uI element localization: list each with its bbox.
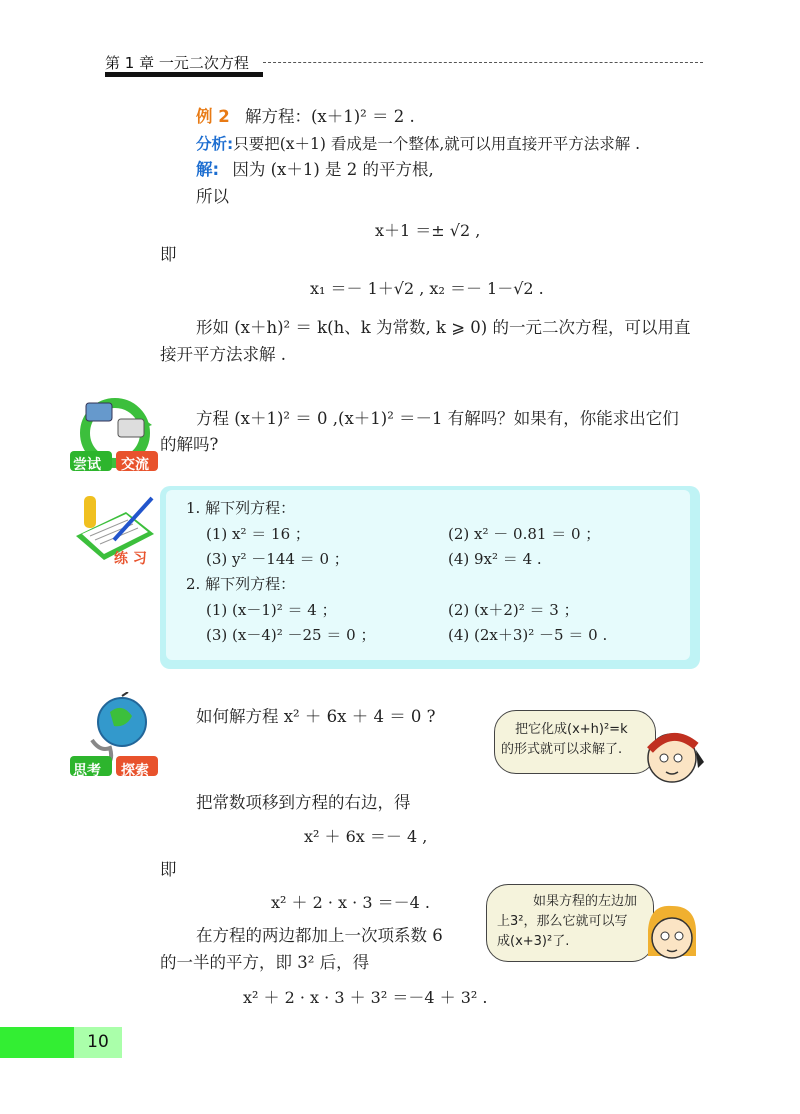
practice-q2-item: (1) (x－1)² ＝ 4 ； [206,601,337,619]
header-dashed-rule [263,62,703,63]
solution-text: 因为 (x＋1) 是 2 的平方根, [232,160,434,179]
practice-q1-item: (2) x² － 0.81 ＝ 0 ； [448,525,601,543]
ji-label-1: 即 [160,245,177,264]
try-question-line1: 方程 (x＋1)² ＝ 0 ,(x＋1)² ＝－1 有解吗？如果有，你能求出它们 [196,409,679,428]
solution-line [196,157,434,183]
explore-step2-line2: 的一半的平方，即 3² 后，得 [160,953,370,972]
exchange-label: 交流 [121,457,149,473]
example-problem: 解方程：(x＋1)² ＝ 2 . [244,107,415,126]
analysis-line [196,131,640,157]
practice-label: 练 习 [114,551,147,567]
explore-step1: 把常数项移到方程的右边，得 [196,793,411,812]
bubble2-line2: 上3²，那么它就可以写 [497,914,628,929]
bubble1-line2: 的形式就可以求解了. [501,742,623,757]
equation-2: x₁ ＝－ 1＋√2 , x₂ ＝－ 1－√2 . [310,279,544,298]
explore-step2-line1: 在方程的两边都加上一次项系数 6 [196,926,443,945]
practice-q1-item: (4) 9x² ＝ 4 . [448,550,542,568]
try-label: 尝试 [73,457,101,473]
chapter-header: 第 1 章 一元二次方程 [105,54,249,72]
summary-line1: 形如 (x＋h)² ＝ k(h、k 为常数, k ⩾ 0) 的一元二次方程，可以用直 [196,318,691,337]
equation-5: x² ＋ 2 · x · 3 ＋ 3² ＝－4 ＋ 3² . [243,988,488,1007]
page-number-bar [0,1027,74,1058]
bubble2-line1: 如果方程的左边加 [533,894,638,909]
practice-panel [166,490,690,660]
practice-q1-title: 1. 解下列方程： [186,499,296,517]
practice-q2-item: (3) (x－4)² －25 ＝ 0 ； [206,626,376,644]
equation-4: x² ＋ 2 · x · 3 ＝－4 . [271,893,430,912]
summary-line2: 接开平方法求解 . [160,345,286,364]
solution-label: 解: [196,160,220,179]
practice-q2-item: (4) (2x＋3)² －5 ＝ 0 . [448,626,608,644]
speech-bubble-2 [486,884,654,962]
equation-3: x² ＋ 6x ＝－ 4 , [304,827,428,846]
explore-label: 探索 [121,763,149,779]
think-label: 思考 [73,763,101,779]
analysis-label: 分析: [196,135,234,153]
equation-1: x＋1 ＝± √2 , [375,221,481,240]
practice-q2-title: 2. 解下列方程： [186,575,296,593]
practice-q1-item: (1) x² ＝ 16 ； [206,525,310,543]
header-rule [105,72,263,77]
speech-bubble-1 [494,710,656,774]
practice-q1-item: (3) y² －144 ＝ 0 ； [206,550,349,568]
cartoon-boy-icon [640,722,706,792]
practice-q2-item: (2) (x＋2)² ＝ 3 ； [448,601,579,619]
example-line [196,104,415,130]
solution-line2: 所以 [196,187,229,206]
bubble1-line1: 把它化成(x+h)²=k [515,722,628,737]
analysis-text: 只要把(x＋1) 看成是一个整体,就可以用直接开平方法求解 . [233,135,641,153]
ji-label-2: 即 [160,860,177,879]
try-question-line2: 的解吗? [160,435,219,454]
bubble2-line3: 成(x+3)²了. [497,934,570,949]
explore-question: 如何解方程 x² ＋ 6x ＋ 4 ＝ 0 ? [196,707,436,726]
page-number: 10 [87,1032,109,1052]
example-label: 例 2 [196,107,230,126]
cartoon-girl-icon [640,900,702,970]
